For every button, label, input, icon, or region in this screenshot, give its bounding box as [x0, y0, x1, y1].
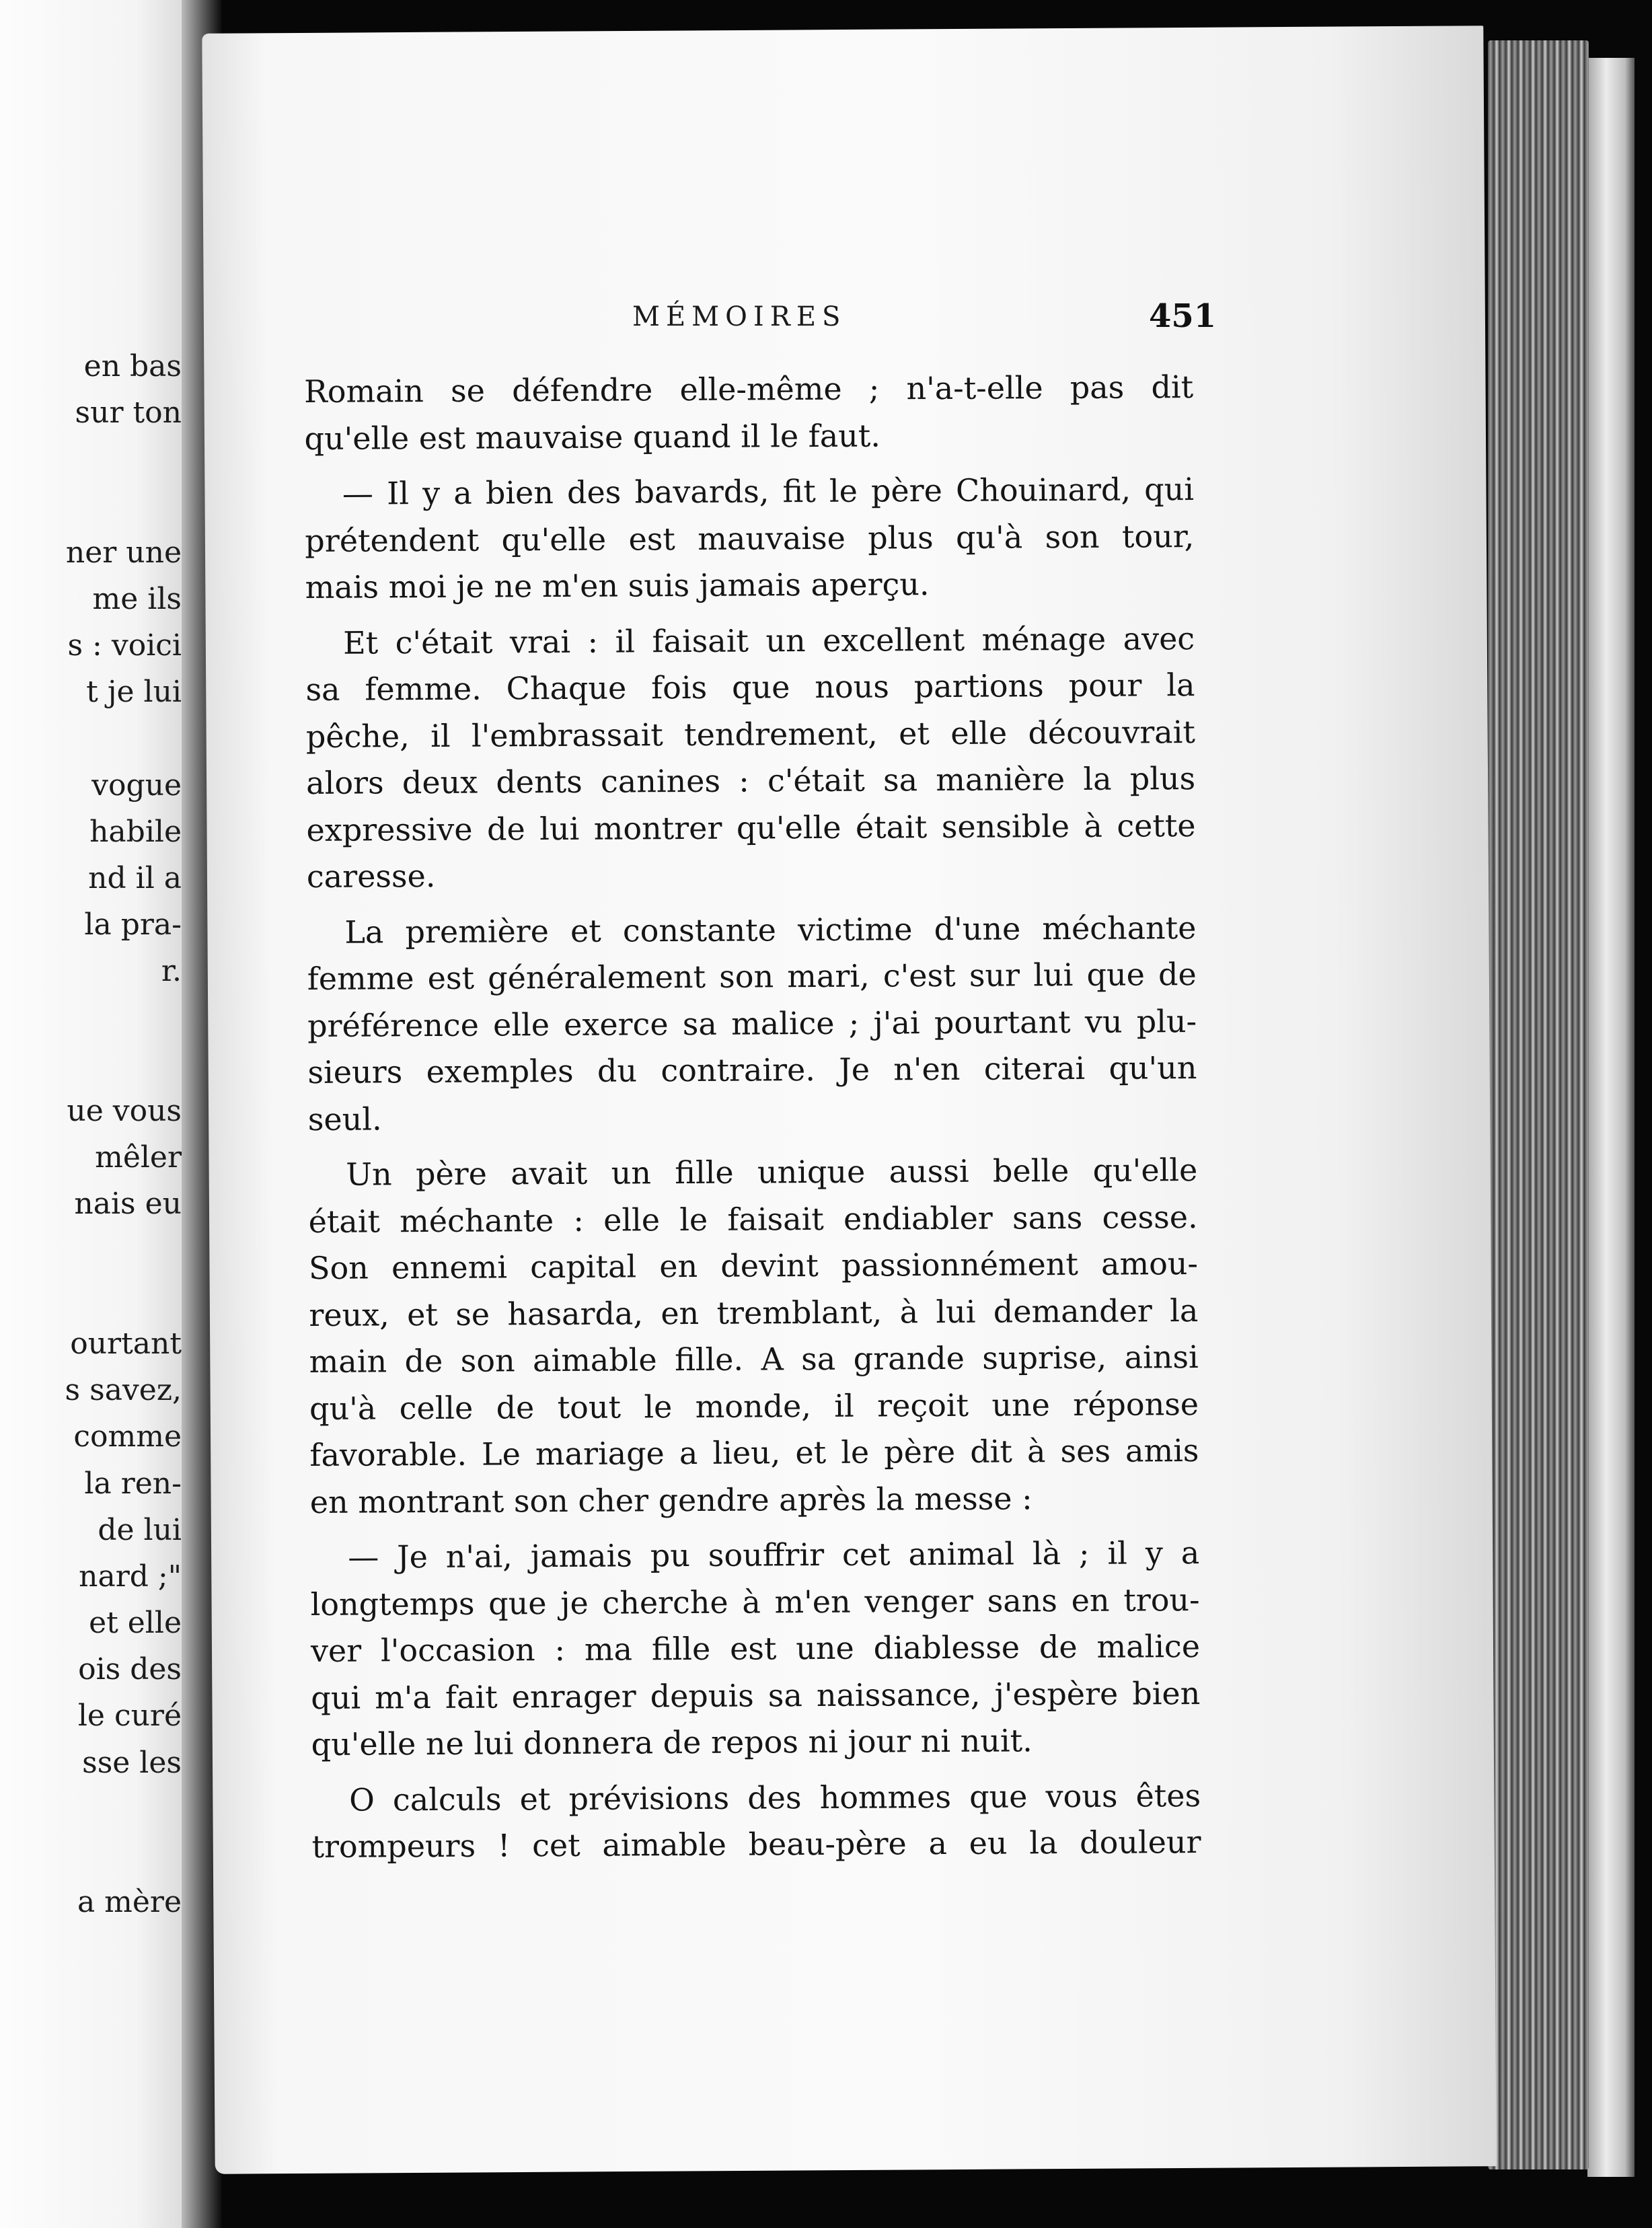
- previous-page-line: sur ton: [75, 396, 182, 431]
- previous-page-line: ois des: [78, 1652, 182, 1687]
- previous-page-line: sse les: [82, 1745, 182, 1780]
- paragraph: [310, 1530, 1201, 1768]
- paragraph: [307, 905, 1197, 1143]
- text-line: trompeurs ! cet aimable beau-père a eu la douleur: [311, 1824, 1201, 1865]
- text-line: expressive de lui montrer qu'elle était sensible à cette: [306, 807, 1196, 848]
- text-line: Son ennemi capital en devint passionnément amou-: [308, 1245, 1199, 1286]
- previous-page-line: r.: [161, 954, 182, 989]
- previous-page-line: de lui: [98, 1512, 182, 1547]
- previous-page-line: en bas: [83, 349, 182, 383]
- previous-page-line: s savez,: [65, 1373, 182, 1408]
- previous-page-line: [0, 1786, 182, 1832]
- text-line: Et c'était vrai : il faisait un excellent ménage avec: [342, 620, 1195, 661]
- paragraph: [304, 364, 1194, 462]
- previous-page-line: a mère: [77, 1885, 182, 1920]
- text-line: Romain se défendre elle-même ; n'a-t-elle pas dit: [304, 369, 1194, 410]
- previous-page-line: vogue: [91, 768, 182, 803]
- previous-page-line: le curé: [77, 1699, 182, 1734]
- previous-page-line: nais eu: [74, 1187, 182, 1222]
- text-line: mais moi je ne m'en suis jamais aperçu.: [305, 566, 930, 605]
- text-line: — Il y a bien des bavards, fit le père Chouinard, qui: [342, 471, 1195, 512]
- text-line: O calculs et prévisions des hommes que vous êtes: [348, 1777, 1201, 1818]
- previous-page-line: [0, 1274, 182, 1321]
- previous-page-line: [0, 1041, 182, 1088]
- previous-page-line: la pra-: [84, 907, 182, 942]
- paragraph: [308, 1147, 1199, 1526]
- paragraph: [305, 616, 1196, 901]
- page-number: 451: [1149, 297, 1217, 335]
- previous-page-line: me ils: [92, 581, 182, 616]
- previous-page-line: habile: [89, 814, 182, 849]
- text-line: qu'elle est mauvaise quand il le faut.: [304, 417, 881, 457]
- previous-page-line: [0, 483, 182, 529]
- text-line: Un père avait un fille unique aussi belle qu'elle: [346, 1152, 1198, 1193]
- text-line: seul.: [307, 1100, 382, 1138]
- previous-page-text-fragments: [0, 343, 182, 1925]
- text-line: pêche, il l'embrassait tendrement, et elle découvrait: [305, 713, 1195, 755]
- back-cover-edge: [1587, 58, 1635, 2177]
- text-line: sieurs exemples du contraire. Je n'en citerai qu'un: [307, 1049, 1197, 1090]
- text-line: favorable. Le mariage a lieu, et le père dit à ses amis: [309, 1432, 1199, 1473]
- paragraph: [305, 466, 1195, 611]
- text-line: qui m'a fait enrager depuis sa naissance, j'espère bien: [311, 1674, 1201, 1716]
- previous-page-line: [0, 1832, 182, 1879]
- previous-page-line: ourtant: [70, 1326, 182, 1361]
- paragraph: [311, 1773, 1201, 1871]
- text-line: était méchante : elle le faisait endiabler sans cesse.: [308, 1198, 1198, 1240]
- previous-page-line: [0, 1228, 182, 1274]
- previous-page-line: [0, 436, 182, 482]
- text-line: sa femme. Chaque fois que nous partions pour la: [305, 667, 1195, 708]
- text-line: — Je n'ai, jamais pu souffrir cet animal là ; il y a: [348, 1534, 1200, 1575]
- previous-page-line: et elle: [89, 1606, 182, 1641]
- previous-page-line: [0, 716, 182, 762]
- previous-page-line: nd il a: [88, 861, 182, 896]
- body-text: [304, 364, 1201, 1879]
- text-line: qu'à celle de tout le monde, il reçoit une réponse: [309, 1385, 1199, 1427]
- previous-page-line: [0, 995, 182, 1041]
- text-line: en montrant son cher gendre après la messe :: [309, 1479, 1032, 1520]
- text-line: femme est généralement son mari, c'est sur lui que de: [307, 956, 1197, 997]
- previous-page: [0, 0, 195, 2228]
- text-line: caresse.: [306, 857, 436, 895]
- text-line: longtemps que je cherche à m'en venger sans en trou-: [310, 1581, 1200, 1623]
- text-line: prétendent qu'elle est mauvaise plus qu'à son tour,: [305, 517, 1195, 559]
- previous-page-line: ner une: [65, 535, 182, 570]
- previous-page-line: la ren-: [84, 1466, 182, 1501]
- previous-page-line: comme: [73, 1419, 182, 1454]
- previous-page-line: mêler: [95, 1140, 182, 1175]
- running-head: MÉMOIRES: [632, 301, 847, 332]
- text-line: préférence elle exerce sa malice ; j'ai pourtant vu plu-: [307, 1002, 1197, 1044]
- text-line: main de son aimable fille. A sa grande suprise, ainsi: [309, 1339, 1199, 1380]
- text-line: alors deux dents canines : c'était sa manière la plus: [306, 760, 1196, 801]
- text-line: La première et constante victime d'une méchante: [344, 909, 1197, 951]
- text-line: ver l'occasion : ma fille est une diablesse de malice: [310, 1628, 1201, 1669]
- previous-page-line: t je lui: [86, 675, 182, 710]
- previous-page-line: nard ;": [79, 1559, 182, 1594]
- page-edges-stack: [1488, 40, 1589, 2169]
- previous-page-line: ue vous: [67, 1094, 182, 1128]
- previous-page-line: s : voici: [67, 628, 182, 663]
- text-line: reux, et se hasarda, en tremblant, à lui demander la: [309, 1292, 1199, 1333]
- text-line: qu'elle ne lui donnera de repos ni jour ni nuit.: [311, 1722, 1032, 1762]
